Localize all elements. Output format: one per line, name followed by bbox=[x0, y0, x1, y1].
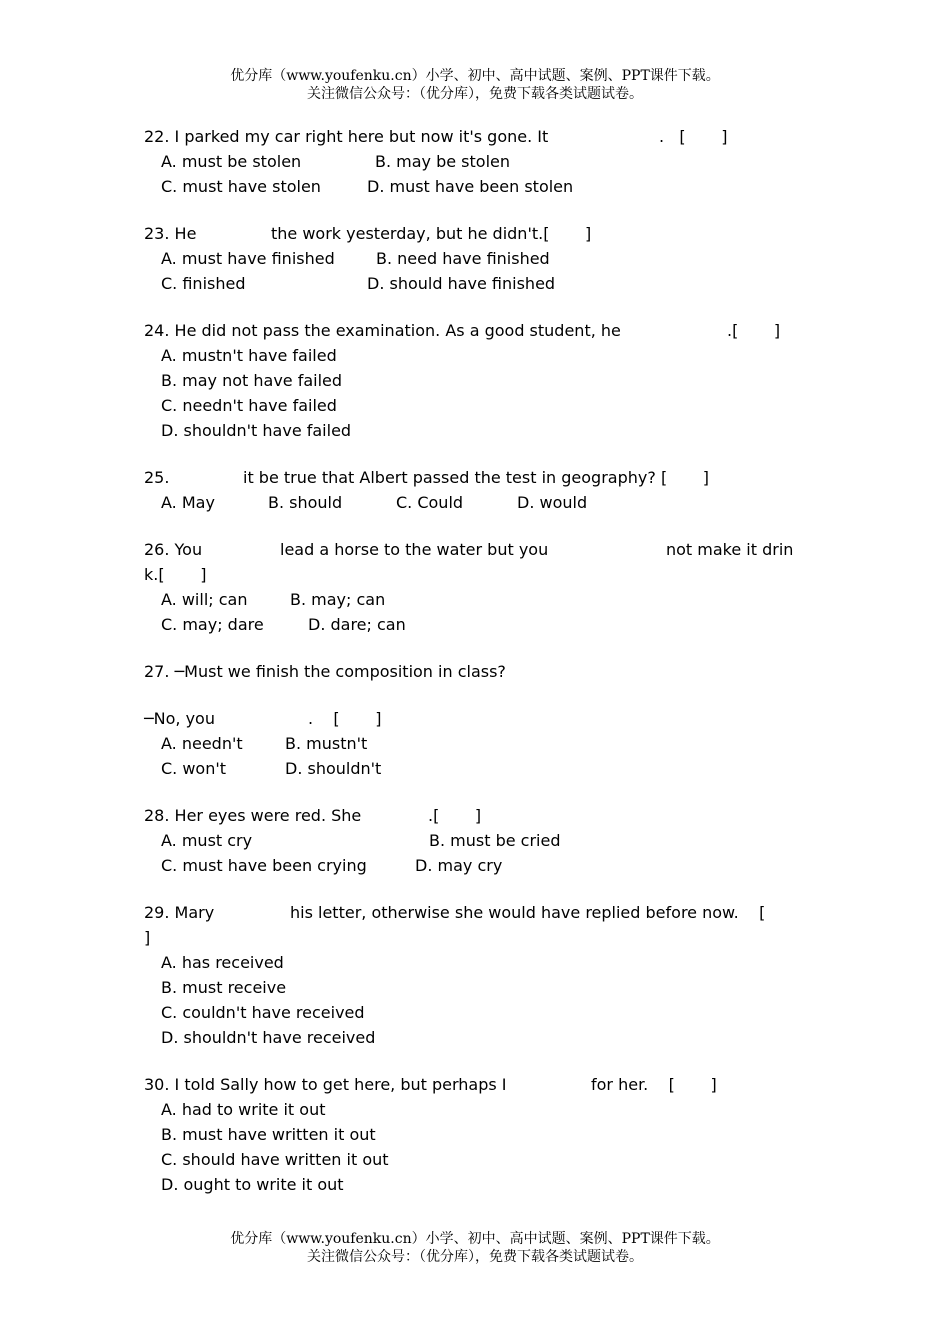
question-24 bbox=[144, 318, 814, 443]
q26-option-c: C. may; dare bbox=[161, 615, 264, 634]
q26-stem-middle: lead a horse to the water but you bbox=[280, 540, 549, 559]
question-list bbox=[144, 124, 814, 1197]
q28-option-d: D. may cry bbox=[415, 856, 503, 875]
question-30 bbox=[144, 1072, 814, 1197]
q24-option-b: B. may not have failed bbox=[161, 371, 343, 390]
q30-option-b: B. must have written it out bbox=[161, 1125, 376, 1144]
q29-stem: 29. Mary bbox=[144, 903, 215, 922]
q29-option-d: D. shouldn't have received bbox=[161, 1028, 376, 1047]
q28-answer-bracket: .[ ] bbox=[428, 806, 482, 825]
question-29 bbox=[144, 900, 814, 1050]
q24-stem: 24. He did not pass the examination. As a good student, he bbox=[144, 321, 621, 340]
q30-option-a: A. had to write it out bbox=[161, 1100, 326, 1119]
q28-option-b: B. must be cried bbox=[429, 831, 561, 850]
q26-option-b: B. may; can bbox=[290, 590, 386, 609]
q25-option-d: D. would bbox=[517, 493, 588, 512]
q28-option-c: C. must have been crying bbox=[161, 856, 367, 875]
q26-option-d: D. dare; can bbox=[308, 615, 406, 634]
q27-option-c: C. won't bbox=[161, 759, 227, 778]
q27-stem: 27. ─Must we finish the composition in class? bbox=[144, 662, 506, 681]
page-footer bbox=[0, 1230, 950, 1266]
q26-stem-wrap: k.[ ] bbox=[144, 565, 207, 584]
q23-option-b: B. need have finished bbox=[376, 249, 550, 268]
q29-stem-rest: his letter, otherwise she would have replied before now. [ bbox=[290, 903, 766, 922]
q30-option-d: D. ought to write it out bbox=[161, 1175, 344, 1194]
q24-answer-bracket: .[ ] bbox=[727, 321, 781, 340]
question-22 bbox=[144, 124, 814, 199]
q23-option-c: C. finished bbox=[161, 274, 246, 293]
q22-option-a: A. must be stolen bbox=[161, 152, 302, 171]
q27-option-d: D. shouldn't bbox=[285, 759, 382, 778]
q23-option-a: A. must have finished bbox=[161, 249, 335, 268]
q30-stem-rest: for her. [ ] bbox=[591, 1075, 717, 1094]
q22-option-d: D. must have been stolen bbox=[367, 177, 574, 196]
q25-option-c: C. Could bbox=[396, 493, 464, 512]
q27-reply: ─No, you bbox=[144, 709, 215, 728]
footer-line-1: 优分库（www.youfenku.cn）小学、初中、高中试题、案例、PPT课件下载。 bbox=[230, 1231, 720, 1247]
q28-option-a: A. must cry bbox=[161, 831, 253, 850]
q27-option-a: A. needn't bbox=[161, 734, 243, 753]
header-line-1: 优分库（www.youfenku.cn）小学、初中、高中试题、案例、PPT课件下载。 bbox=[230, 68, 720, 84]
q22-answer-bracket: . [ ] bbox=[659, 127, 728, 146]
q28-stem: 28. Her eyes were red. She bbox=[144, 806, 362, 825]
page-header bbox=[0, 67, 950, 103]
question-27 bbox=[144, 659, 814, 781]
q25-option-a: A. May bbox=[161, 493, 215, 512]
q23-stem-rest: the work yesterday, but he didn't.[ ] bbox=[271, 224, 592, 243]
q22-stem: 22. I parked my car right here but now it's gone. It bbox=[144, 127, 549, 146]
question-26 bbox=[144, 537, 814, 637]
q29-option-b: B. must receive bbox=[161, 978, 287, 997]
q26-stem-end: not make it drin bbox=[666, 540, 794, 559]
q24-option-d: D. shouldn't have failed bbox=[161, 421, 352, 440]
q27-option-b: B. mustn't bbox=[285, 734, 368, 753]
q25-stem-rest: it be true that Albert passed the test in geography? [ ] bbox=[243, 468, 710, 487]
q29-option-a: A. has received bbox=[161, 953, 284, 972]
q26-option-a: A. will; can bbox=[161, 590, 248, 609]
q24-option-c: C. needn't have failed bbox=[161, 396, 337, 415]
q22-option-b: B. may be stolen bbox=[375, 152, 511, 171]
question-28 bbox=[144, 803, 814, 878]
header-line-2: 关注微信公众号：（优分库），免费下载各类试题试卷。 bbox=[307, 86, 643, 102]
q29-option-c: C. couldn't have received bbox=[161, 1003, 365, 1022]
q27-answer-bracket: . [ ] bbox=[308, 709, 382, 728]
question-25 bbox=[144, 465, 814, 515]
q30-option-c: C. should have written it out bbox=[161, 1150, 389, 1169]
question-23 bbox=[144, 221, 814, 296]
q29-bracket-close: ] bbox=[144, 928, 151, 947]
q25-option-b: B. should bbox=[268, 493, 343, 512]
q24-option-a: A. mustn't have failed bbox=[161, 346, 337, 365]
q26-stem: 26. You bbox=[144, 540, 203, 559]
q22-option-c: C. must have stolen bbox=[161, 177, 321, 196]
q25-stem: 25. bbox=[144, 468, 170, 487]
q30-stem: 30. I told Sally how to get here, but perhaps I bbox=[144, 1075, 507, 1094]
footer-line-2: 关注微信公众号：（优分库），免费下载各类试题试卷。 bbox=[307, 1249, 643, 1265]
q23-option-d: D. should have finished bbox=[367, 274, 556, 293]
q23-stem: 23. He bbox=[144, 224, 197, 243]
